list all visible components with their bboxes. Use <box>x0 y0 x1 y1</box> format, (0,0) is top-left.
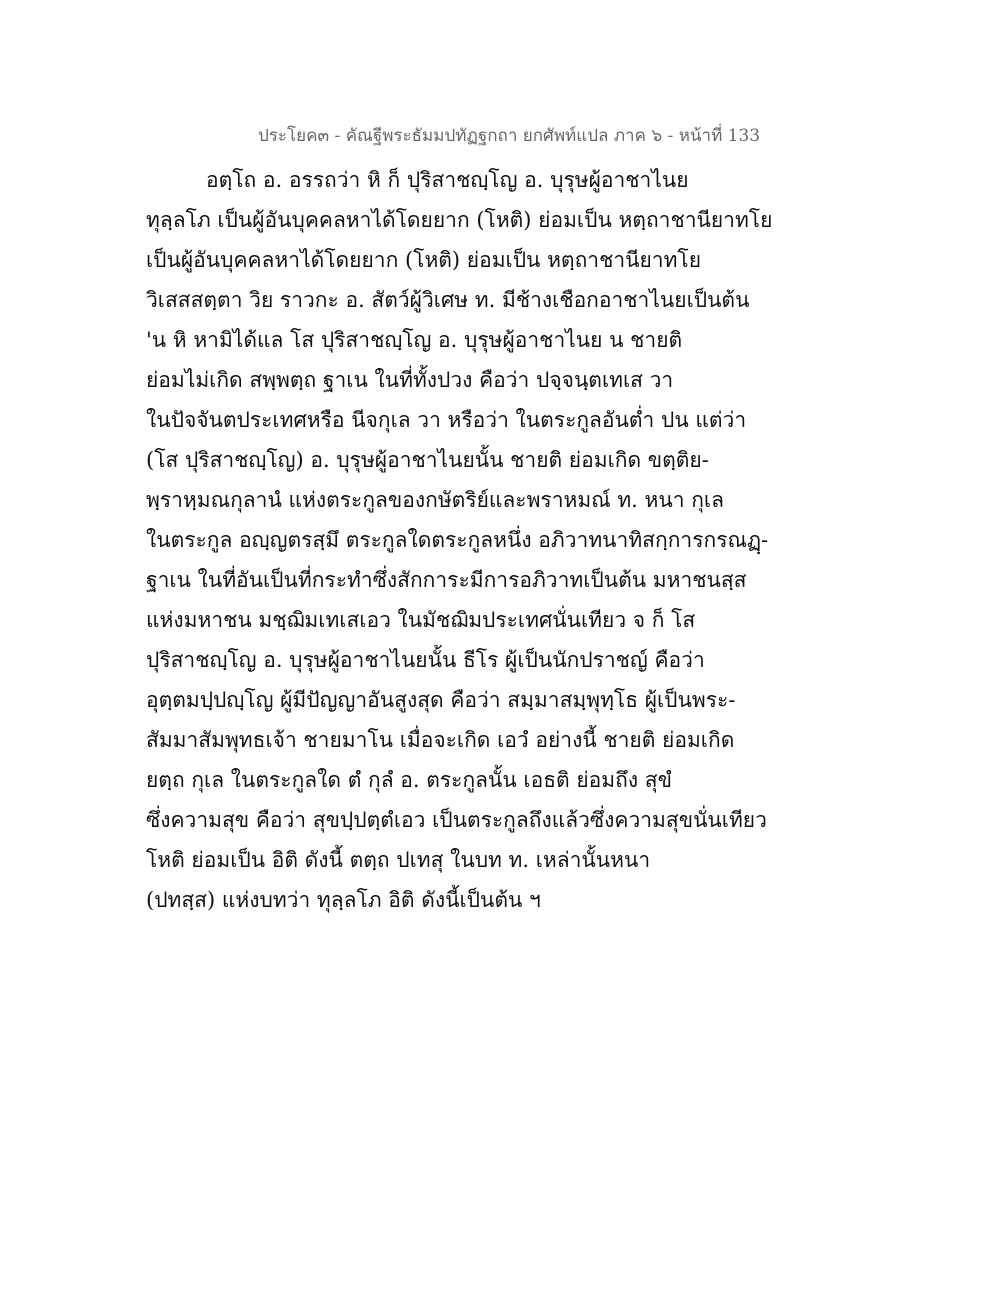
text-line: แห่งมหาชน มชฺฌิมเทเสเอว ในมัชฌิมประเทศนั่นเทียว จ ก็ โส <box>146 608 696 632</box>
text-line: (ปทสฺส) แห่งบทว่า ทุลฺลโภ อิติ ดังนี้เป็นต้น ฯ <box>146 888 541 912</box>
text-line: ทุลฺลโภ เป็นผู้อันบุคคลหาได้โดยยาก (โหติ) ย่อมเป็น หตฺถาชานียาทโย <box>146 208 773 232</box>
text-line: อุตฺตมปฺปญฺโญ ผู้มีปัญญาอันสูงสุด คือว่า สมฺมาสมฺพุทฺโธ ผู้เป็นพระ- <box>146 688 736 712</box>
text-line: 'น หิ หามิได้แล โส ปุริสาชญฺโญ อ. บุรุษผู้อาชาไนย น ชายติ <box>146 328 683 352</box>
body-text <box>146 160 846 920</box>
text-line: ย่อมไม่เกิด สพฺพตฺถ ฐาเน ในที่ทั้งปวง คือว่า ปจฺจนฺตเทเส วา <box>146 368 674 392</box>
text-line: วิเสสสตฺตา วิย ราวกะ อ. สัตว์ผู้วิเศษ ท. มีช้างเชือกอาชาไนยเป็นต้น <box>146 288 750 312</box>
text-line: ยตฺถ กุเล ในตระกูลใด ตํ กุลํ อ. ตระกูลนั้น เอธติ ย่อมถึง สุขํ <box>146 768 672 792</box>
text-line: ซึ่งความสุข คือว่า สุขปฺปตฺตํเอว เป็นตระกูลถึงแล้วซึ่งความสุขนั่นเทียว <box>146 808 767 832</box>
text-line: สัมมาสัมพุทธเจ้า ชายมาโน เมื่อจะเกิด เอวํ อย่างนี้ ชายติ ย่อมเกิด <box>146 728 735 752</box>
text-line: เป็นผู้อันบุคคลหาได้โดยยาก (โหติ) ย่อมเป็น หตฺถาชานียาทโย <box>146 248 702 272</box>
text-line: โหติ ย่อมเป็น อิติ ดังนี้ ตตฺถ ปเทสุ ในบท ท. เหล่านั้นหนา <box>146 848 651 872</box>
text-line: ปุริสาชญฺโญ อ. บุรุษผู้อาชาไนยนั้น ธีโร ผู้เป็นนักปราชญ์ คือว่า <box>146 648 705 672</box>
text-line: อตฺโถ อ. อรรถว่า หิ ก็ ปุริสาชญฺโญ อ. บุรุษผู้อาชาไนย <box>206 168 689 192</box>
text-line: ในปัจจันตประเทศหรือ นีจกุเล วา หรือว่า ในตระกูลอันต่ำ ปน แต่ว่า <box>146 408 747 432</box>
text-line: (โส ปุริสาชญฺโญ) อ. บุรุษผู้อาชาไนยนั้น ชายติ ย่อมเกิด ขตฺติย- <box>146 448 709 472</box>
running-head: ประโยค๓ - คัณฐีพระธัมมปทัฏฐกถา ยกศัพท์แปล ภาค ๖ - หน้าที่ 133 <box>258 126 761 146</box>
text-line: พฺราหฺมณกุลานํ แห่งตระกูลของกษัตริย์และพราหมณ์ ท. หนา กุเล <box>146 488 724 512</box>
text-line: ในตระกูล อญฺญตรสฺมึ ตระกูลใดตระกูลหนึ่ง อภิวาทนาทิสกฺการกรณฏฺ- <box>146 528 769 552</box>
text-line: ฐาเน ในที่อันเป็นที่กระทำซึ่งสักการะมีการอภิวาทเป็นต้น มหาชนสฺส <box>146 568 747 592</box>
